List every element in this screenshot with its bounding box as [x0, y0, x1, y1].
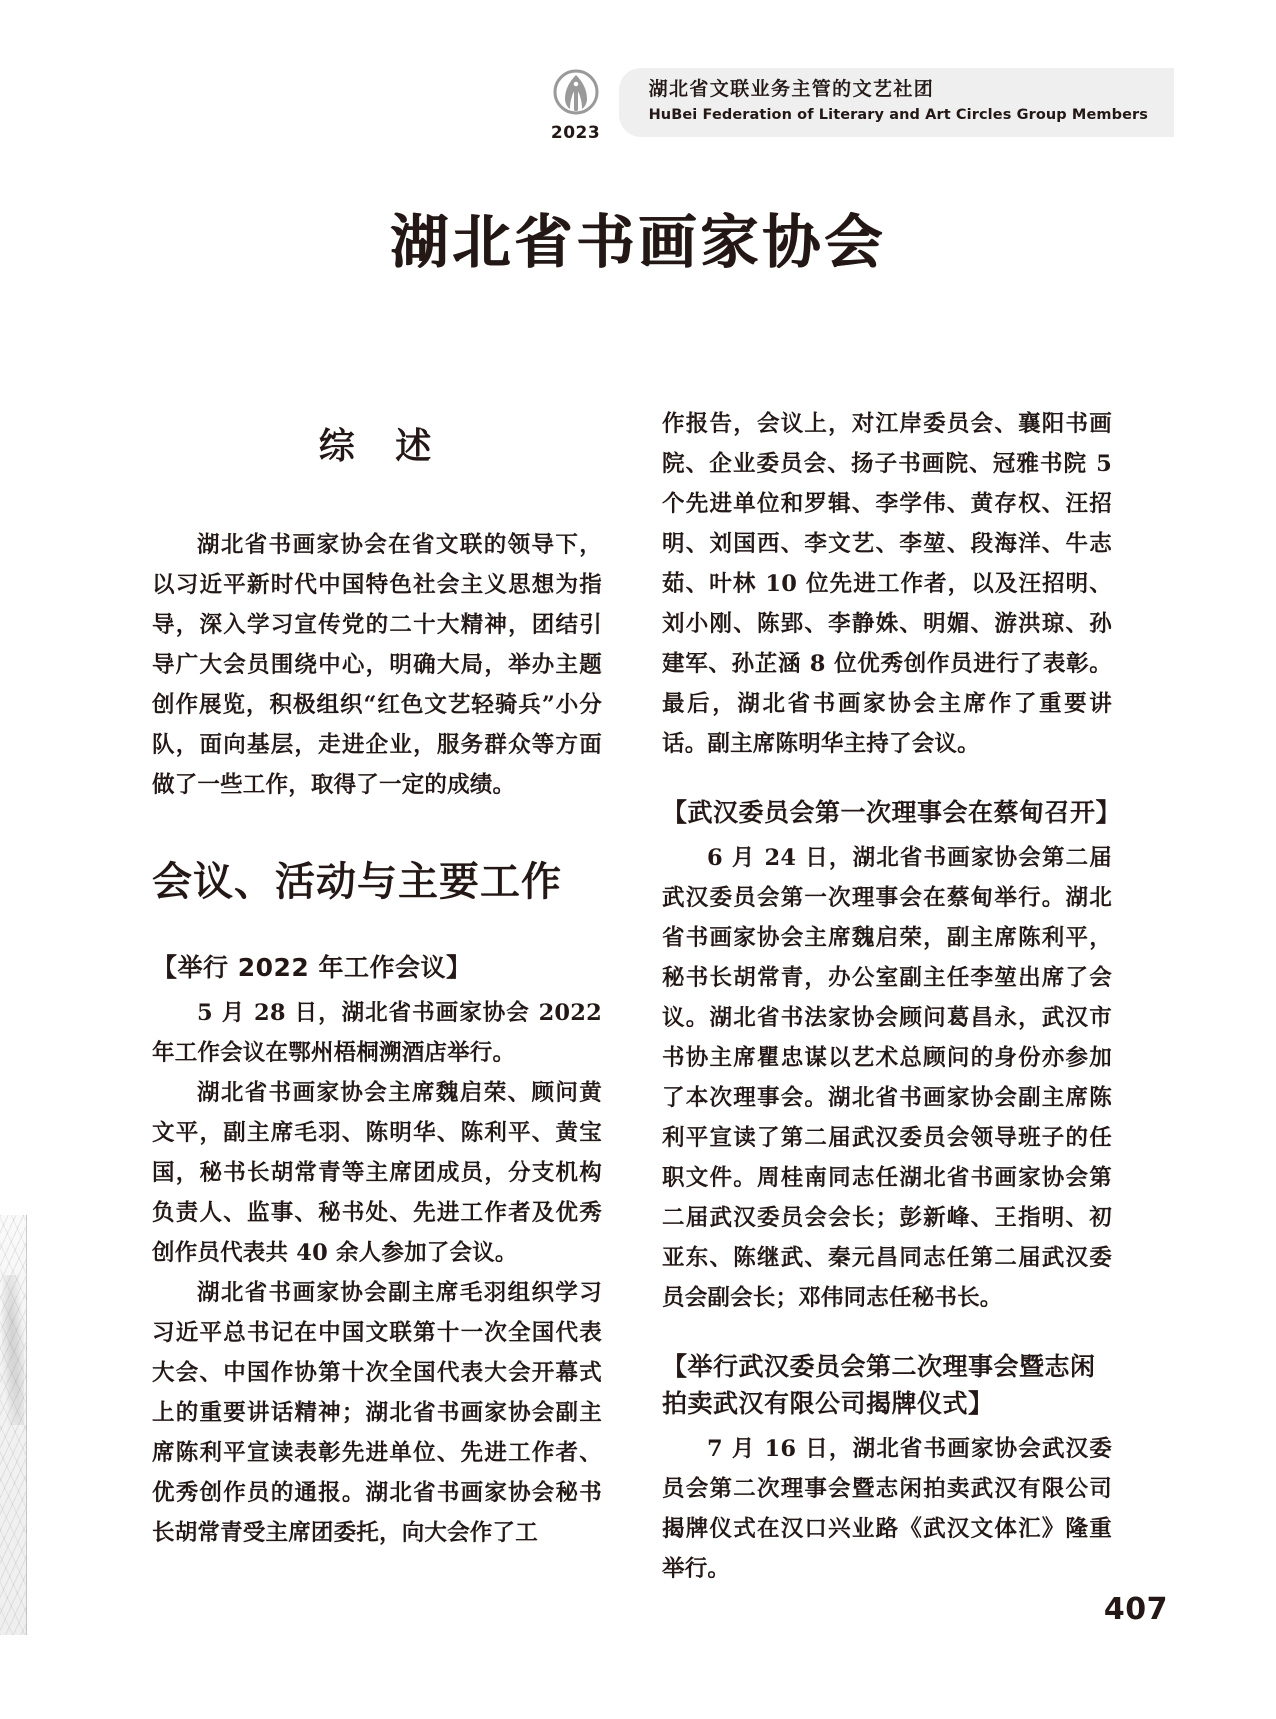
paragraph-overview: 湖北省书画家协会在省文联的领导下，以习近平新时代中国特色社会主义思想为指导，深入学习宣传党的二十大精神，团结引导广大会员围绕中心，明确大局，举办主题创作展览，积极组织“红色文艺轻骑兵”小分队，面向基层，走进企业，服务群众等方面做了一些工作，取得了一定的成绩。 [152, 532, 602, 798]
logo-year-label: 2023 [550, 123, 601, 143]
content-columns [152, 404, 1122, 1589]
subheading-2022-work-meeting: 【举行 2022 年工作会议】 [152, 953, 472, 982]
hubei-federation-logo-icon [550, 68, 602, 120]
right-column [662, 404, 1122, 1589]
page-header [0, 0, 1276, 170]
paragraph-continued: 作报告，会议上，对江岸委员会、襄阳书画院、企业委员会、扬子书画院、冠雅书院 5 个先进单位和罗辑、李学伟、黄存权、汪招明、刘国西、李文艺、李堃、段海洋、牛志茹、叶林 10 位先进工作者，以及汪招明、刘小刚、陈郢、李静姝、明媚、游洪琼、孙建军、孙芷涵 8 位优秀创作员进行了表彰。最后，湖北省书画家协会主席作了重要讲话。副主席陈明华主持了会议。 [662, 411, 1112, 757]
decorative-edge-artwork [0, 1215, 27, 1635]
heading-meetings-activities: 会议、活动与主要工作 [152, 859, 562, 905]
left-column [152, 404, 602, 1589]
banner-title-en: HuBei Federation of Literary and Art Circles Group Members [648, 106, 1148, 123]
header-content [545, 68, 1174, 143]
page-title: 湖北省书画家协会 [389, 208, 886, 276]
subheading-wuhan-first-council: 【武汉委员会第一次理事会在蔡甸召开】 [662, 798, 1122, 827]
paragraph-1: 5 月 28 日，湖北省书画家协会 2022 年工作会议在鄂州梧桐溯酒店举行。 [152, 999, 602, 1066]
header-banner [619, 68, 1174, 137]
logo-block [545, 68, 607, 143]
paragraph-3: 湖北省书画家协会副主席毛羽组织学习习近平总书记在中国文联第十一次全国代表大会、中国作协第十次全国代表大会开幕式上的重要讲话精神；湖北省书画家协会副主席陈利平宣读表彰先进单位、先进工作者、优秀创作员的通报。湖北省书画家协会秘书长胡常青受主席团委托，向大会作了工 [152, 1279, 602, 1546]
subheading-wuhan-second-council: 【举行武汉委员会第二次理事会暨志闲拍卖武汉有限公司揭牌仪式】 [662, 1351, 1096, 1418]
banner-title-cn: 湖北省文联业务主管的文艺社团 [648, 78, 935, 100]
paragraph-2: 湖北省书画家协会主席魏启荣、顾问黄文平，副主席毛羽、陈明华、陈利平、黄宝国，秘书长胡常青等主席团成员，分支机构负责人、监事、秘书处、先进工作者及优秀创作员代表共 40 余人参加了会议。 [152, 1079, 602, 1266]
paragraph-5: 7 月 16 日，湖北省书画家协会武汉委员会第二次理事会暨志闲拍卖武汉有限公司揭牌仪式在汉口兴业路《武汉文体汇》隆重举行。 [662, 1435, 1112, 1582]
paragraph-4: 6 月 24 日，湖北省书画家协会第二届武汉委员会第一次理事会在蔡甸举行。湖北省书画家协会主席魏启荣，副主席陈利平，秘书长胡常青，办公室副主任李堃出席了会议。湖北省书法家协会顾问葛昌永，武汉市书协主席瞿忠谋以艺术总顾问的身份亦参加了本次理事会。湖北省书画家协会副主席陈利平宣读了第二届武汉委员会领导班子的任职文件。周桂南同志任湖北省书画家协会第二届武汉委员会会长；彭新峰、王指明、初亚东、陈继武、秦元昌同志任第二届武汉委员会副会长；邓伟同志任秘书长。 [662, 844, 1112, 1311]
heading-overview: 综 述 [318, 426, 446, 467]
page-number: 407 [1103, 1592, 1168, 1627]
